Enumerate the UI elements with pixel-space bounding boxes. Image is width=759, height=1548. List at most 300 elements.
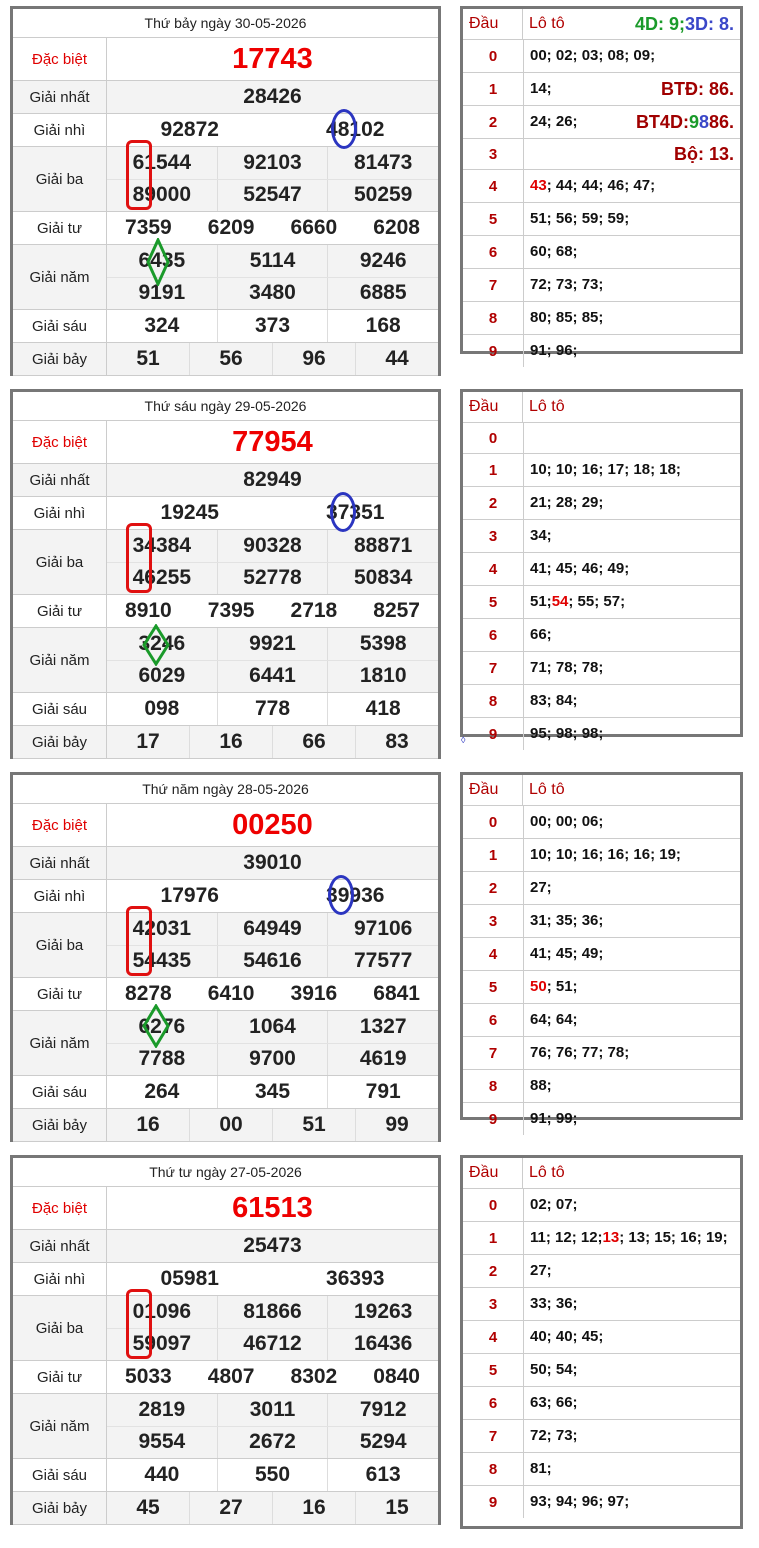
special-prize: 77954 (232, 425, 313, 458)
loto-row (463, 1070, 740, 1103)
loto-header-text: Lô tô (529, 1164, 565, 1181)
loto-numbers (524, 1255, 740, 1287)
second-prize: 37351 (326, 501, 385, 524)
loto-row (463, 553, 740, 586)
row-first (13, 847, 438, 880)
label-fourth: Giải tư (13, 978, 107, 1010)
draw-date-title: Thứ sáu ngày 29-05-2026 (13, 392, 438, 421)
loto-highlight-number: 54 (551, 593, 569, 610)
label-seventh: Giải bảy (13, 1492, 107, 1524)
loto-body (463, 1189, 740, 1518)
loto-numbers (524, 1321, 740, 1353)
loto-number-text: 00; 00; 06; (530, 813, 604, 830)
loto-row (463, 520, 740, 553)
loto-row (463, 1354, 740, 1387)
second-prize: 92872 (160, 118, 219, 141)
fourth-prize: 3916 (290, 982, 338, 1005)
fourth-prize: 6209 (207, 216, 255, 239)
highlight-rectangle (126, 140, 152, 210)
loto-row (463, 1288, 740, 1321)
seventh-prize: 96 (272, 343, 355, 375)
fifth-prize: 9191 (138, 281, 186, 305)
row-third (13, 147, 438, 212)
stat-text: 86. (708, 112, 734, 132)
stat-text: BT4D: (635, 112, 689, 132)
loto-body (463, 423, 740, 750)
seventh-prize: 17 (136, 730, 160, 753)
label-second: Giải nhì (13, 497, 107, 529)
third-prize: 46255 (132, 566, 192, 590)
loto-numbers (524, 652, 740, 684)
third-prize: 46712 (217, 1329, 328, 1361)
loto-highlight-number: 43 (530, 177, 547, 194)
fourth-prize: 8278 (125, 982, 172, 1005)
fourth-prize: 8302 (290, 1365, 338, 1388)
loto-numbers (524, 106, 740, 138)
loto-number-text: 51; (530, 593, 552, 610)
loto-row (463, 139, 740, 170)
seventh-prize: 99 (355, 1109, 438, 1141)
row-sixth (13, 310, 438, 343)
fifth-prize: 3246 (138, 631, 186, 655)
loto-numbers (524, 1037, 740, 1069)
third-prize: 54616 (217, 946, 328, 978)
label-special: Đặc biệt (13, 38, 107, 80)
loto-head-digit: 8 (463, 302, 524, 334)
row-fourth (13, 1361, 438, 1394)
loto-row (463, 236, 740, 269)
seventh-prize: 51 (136, 347, 160, 370)
loto-row (463, 1103, 740, 1135)
first-prize: 28426 (243, 85, 302, 108)
loto-head-digit: 7 (463, 1420, 524, 1452)
loto-number-text: 41; 45; 46; 49; (530, 560, 630, 577)
loto-numbers (524, 619, 740, 651)
third-prize: 50834 (327, 563, 438, 595)
loto-row (463, 73, 740, 106)
loto-numbers (524, 1004, 740, 1036)
loto-head-digit: 4 (463, 553, 524, 585)
loto-row (463, 302, 740, 335)
loto-numbers (524, 520, 740, 552)
highlight-circle (328, 875, 354, 915)
loto-numbers (524, 839, 740, 871)
label-fourth: Giải tư (13, 595, 107, 627)
loto-head-digit: 3 (463, 520, 524, 552)
loto-numbers (524, 236, 740, 268)
loto-numbers (524, 586, 740, 618)
loto-number-text: 31; 35; 36; (530, 912, 604, 929)
loto-head-digit: 1 (463, 454, 524, 486)
fifth-prize: 3011 (217, 1394, 328, 1426)
loto-head-digit: 2 (463, 1255, 524, 1287)
stat-4d: 4D: 9; (634, 14, 685, 34)
loto-row (463, 454, 740, 487)
row-seventh (13, 343, 438, 376)
row-sixth (13, 1076, 438, 1109)
highlight-rectangle (126, 1289, 152, 1359)
loto-row (463, 203, 740, 236)
third-prize: 81866 (217, 1296, 328, 1328)
loto-head-digit: 1 (463, 839, 524, 871)
fifth-prize: 6435 (138, 248, 186, 272)
highlight-rectangle (126, 906, 152, 976)
row-sixth (13, 693, 438, 726)
loto-number-text: 27; (530, 1262, 552, 1279)
loto-numbers (524, 40, 740, 72)
loto-head-digit: 8 (463, 1070, 524, 1102)
fifth-prize: 5398 (327, 628, 438, 660)
fourth-prize: 4807 (207, 1365, 255, 1388)
loto-head-digit: 5 (463, 203, 524, 235)
sixth-prize: 418 (327, 693, 438, 725)
second-prize: 39936 (326, 884, 385, 907)
loto-numbers (524, 1486, 740, 1518)
loto-number-text: 10; 10; 16; 16; 16; 19; (530, 846, 681, 863)
row-first (13, 81, 438, 114)
loto-number-text: 60; 68; (530, 243, 578, 260)
results-table (10, 389, 441, 759)
label-sixth: Giải sáu (13, 310, 107, 342)
fifth-prize: 1327 (327, 1011, 438, 1043)
loto-header-text: Lô tô (529, 398, 565, 415)
stat-text: Bộ: 13. (673, 144, 734, 164)
second-prize: 05981 (160, 1267, 219, 1290)
loto-header (463, 775, 740, 806)
fifth-prize: 5294 (327, 1427, 438, 1459)
loto-head-digit: 2 (463, 487, 524, 519)
loto-row (463, 839, 740, 872)
label-third: Giải ba (13, 1296, 107, 1360)
fourth-prize: 7359 (125, 216, 172, 239)
loto-row (463, 905, 740, 938)
loto-number-text: 41; 45; 49; (530, 945, 604, 962)
highlight-diamond (146, 238, 170, 286)
fourth-prize: 6841 (373, 982, 420, 1005)
loto-row (463, 718, 740, 750)
first-prize: 25473 (243, 1234, 302, 1257)
loto-head-digit: 0 (463, 423, 524, 453)
loto-number-text: 21; 28; 29; (530, 494, 604, 511)
loto-row (463, 1037, 740, 1070)
loto-number-text: ; 44; 44; 46; 47; (546, 177, 656, 194)
highlight-rectangle (126, 523, 152, 593)
loto-numbers (524, 685, 740, 717)
loto-number-text: 00; 02; 03; 08; 09; (530, 47, 656, 64)
loto-row (463, 685, 740, 718)
loto-number-text: 34; (530, 527, 552, 544)
loto-numbers (524, 335, 740, 367)
loto-numbers (524, 454, 740, 486)
results-table (10, 1155, 441, 1525)
loto-row (463, 170, 740, 203)
loto-numbers (524, 872, 740, 904)
label-first: Giải nhất (13, 847, 107, 879)
loto-numbers (524, 73, 740, 105)
fifth-prize: 6029 (138, 664, 186, 688)
loto-row (463, 971, 740, 1004)
row-sixth (13, 1459, 438, 1492)
row-first (13, 464, 438, 497)
label-fifth: Giải năm (13, 1011, 107, 1075)
dau-header: Đầu (463, 392, 523, 422)
highlight-circle (331, 109, 357, 149)
stat-4d-3d (635, 9, 734, 39)
results-table (10, 772, 441, 1142)
seventh-prize: 83 (355, 726, 438, 758)
loto-head-digit: 2 (463, 106, 524, 138)
fifth-prize: 1064 (217, 1011, 328, 1043)
highlight-circle (330, 492, 356, 532)
loto-numbers (524, 1288, 740, 1320)
loto-numbers (524, 1453, 740, 1485)
fifth-prize: 6276 (138, 1014, 186, 1038)
loto-head-digit: 0 (463, 806, 524, 838)
special-prize: 61513 (232, 1191, 313, 1224)
label-third: Giải ba (13, 147, 107, 211)
third-prize: 59097 (132, 1332, 192, 1356)
sixth-prize: 613 (327, 1459, 438, 1491)
label-second: Giải nhì (13, 880, 107, 912)
third-prize: 61544 (132, 150, 192, 174)
third-prize: 97106 (327, 913, 438, 945)
loto-head-digit: 2 (463, 872, 524, 904)
results-table (10, 6, 441, 376)
fourth-prize: 5033 (125, 1365, 172, 1388)
label-sixth: Giải sáu (13, 693, 107, 725)
stat-text: 8 (698, 112, 709, 132)
fifth-prize: 3480 (217, 278, 328, 310)
row-seventh (13, 726, 438, 759)
small-diamond-marker: ◊ (461, 735, 466, 745)
loto-head-digit: 1 (463, 73, 524, 105)
label-special: Đặc biệt (13, 421, 107, 463)
loto-number-text: 11; 12; 12; (530, 1229, 603, 1246)
fifth-prize: 9700 (217, 1044, 328, 1076)
loto-number-text: 40; 40; 45; (530, 1328, 604, 1345)
label-seventh: Giải bảy (13, 343, 107, 375)
loto-row (463, 335, 740, 367)
loto-number-text: 71; 78; 78; (530, 659, 604, 676)
third-prize: 81473 (327, 147, 438, 179)
label-fourth: Giải tư (13, 1361, 107, 1393)
row-fifth (13, 245, 438, 310)
seventh-prize: 27 (189, 1492, 272, 1524)
highlight-diamond (142, 1004, 170, 1048)
third-prize: 52778 (217, 563, 328, 595)
loto-head-digit: 8 (463, 685, 524, 717)
third-prize: 54435 (132, 949, 192, 973)
draw-date-title: Thứ tư ngày 27-05-2026 (13, 1158, 438, 1187)
loto-head-digit: 6 (463, 1387, 524, 1419)
row-fifth (13, 1394, 438, 1459)
stat-note (636, 106, 734, 138)
loto-number-text: 76; 76; 77; 78; (530, 1044, 630, 1061)
third-prize: 16436 (327, 1329, 438, 1361)
loto-number-text: 83; 84; (530, 692, 578, 709)
row-first (13, 1230, 438, 1263)
loto-head-digit: 0 (463, 1189, 524, 1221)
loto-row (463, 1321, 740, 1354)
sixth-prize: 168 (327, 310, 438, 342)
loto-number-text: ; 13; 15; 16; 19; (619, 1229, 728, 1246)
loto-number-text: 14; (530, 80, 552, 97)
fifth-prize: 2672 (217, 1427, 328, 1459)
loto-header-label (523, 1158, 740, 1188)
loto-head-digit: 3 (463, 905, 524, 937)
loto-row (463, 487, 740, 520)
loto-numbers (524, 1420, 740, 1452)
loto-head-digit: 4 (463, 938, 524, 970)
row-special (13, 1187, 438, 1230)
row-special (13, 38, 438, 81)
second-prize: 48102 (326, 118, 385, 141)
seventh-prize: 15 (355, 1492, 438, 1524)
third-prize: 50259 (327, 180, 438, 212)
label-seventh: Giải bảy (13, 726, 107, 758)
sixth-prize: 440 (144, 1463, 180, 1486)
loto-table (460, 389, 743, 743)
fourth-prize: 7395 (207, 599, 255, 622)
loto-header-label (523, 392, 740, 422)
third-prize: 52547 (217, 180, 328, 212)
fourth-prize: 6208 (373, 216, 420, 239)
row-third (13, 913, 438, 978)
loto-number-text: 88; (530, 1077, 552, 1094)
loto-head-digit: 7 (463, 1037, 524, 1069)
label-fourth: Giải tư (13, 212, 107, 244)
stat-3d: 3D: 8. (684, 14, 734, 34)
third-prize: 64949 (217, 913, 328, 945)
label-sixth: Giải sáu (13, 1076, 107, 1108)
third-prize: 90328 (217, 530, 328, 562)
second-prize: 17976 (160, 884, 219, 907)
sixth-prize: 778 (217, 693, 328, 725)
loto-row (463, 1255, 740, 1288)
seventh-prize: 56 (189, 343, 272, 375)
loto-head-digit: 1 (463, 1222, 524, 1254)
fifth-prize: 9554 (138, 1430, 186, 1454)
seventh-prize: 16 (136, 1113, 160, 1136)
loto-head-digit: 4 (463, 170, 524, 202)
loto-header (463, 9, 740, 40)
loto-numbers (524, 553, 740, 585)
loto-row (463, 586, 740, 619)
sixth-prize: 345 (217, 1076, 328, 1108)
loto-numbers (524, 905, 740, 937)
special-prize: 17743 (232, 42, 313, 75)
sixth-prize: 550 (217, 1459, 328, 1491)
loto-numbers (524, 203, 740, 235)
loto-head-digit: 7 (463, 269, 524, 301)
fifth-prize: 1810 (327, 661, 438, 693)
seventh-prize: 45 (136, 1496, 160, 1519)
third-prize: 89000 (132, 183, 192, 207)
third-prize: 77577 (327, 946, 438, 978)
fifth-prize: 9246 (327, 245, 438, 277)
fifth-prize: 7788 (138, 1047, 186, 1071)
label-fifth: Giải năm (13, 245, 107, 309)
loto-head-digit: 3 (463, 1288, 524, 1320)
sixth-prize: 324 (144, 314, 180, 337)
stat-note (661, 73, 734, 105)
row-third (13, 530, 438, 595)
loto-number-text: 33; 36; (530, 1295, 578, 1312)
loto-head-digit: 5 (463, 971, 524, 1003)
first-prize: 82949 (243, 468, 302, 491)
fourth-prize: 8257 (373, 599, 420, 622)
loto-number-text: 72; 73; 73; (530, 276, 604, 293)
loto-numbers (524, 1222, 740, 1254)
loto-row (463, 423, 740, 454)
loto-header (463, 1158, 740, 1189)
dau-header: Đầu (463, 775, 523, 805)
loto-header-label (523, 9, 740, 39)
sixth-prize: 791 (327, 1076, 438, 1108)
stat-text: BTĐ: 86. (660, 79, 734, 99)
label-seventh: Giải bảy (13, 1109, 107, 1141)
draw-date-title: Thứ năm ngày 28-05-2026 (13, 775, 438, 804)
row-second (13, 880, 438, 913)
loto-numbers (524, 806, 740, 838)
stat-note (674, 139, 734, 169)
loto-head-digit: 9 (463, 1486, 524, 1518)
loto-head-digit: 9 (463, 1103, 524, 1135)
loto-row (463, 619, 740, 652)
loto-number-text: 72; 73; (530, 1427, 578, 1444)
fifth-prize: 2819 (138, 1397, 186, 1421)
loto-header-label (523, 775, 740, 805)
loto-number-text: 24; 26; (530, 113, 578, 130)
loto-table (460, 772, 743, 1128)
loto-number-text: 66; (530, 626, 552, 643)
loto-body (463, 806, 740, 1135)
loto-head-digit: 9 (463, 335, 524, 367)
third-prize: 19263 (327, 1296, 438, 1328)
fourth-prize: 6660 (290, 216, 338, 239)
loto-numbers (524, 170, 740, 202)
row-fourth (13, 595, 438, 628)
first-prize: 39010 (243, 851, 302, 874)
draw-date-title: Thứ bảy ngày 30-05-2026 (13, 9, 438, 38)
loto-head-digit: 7 (463, 652, 524, 684)
loto-number-text: 63; 66; (530, 1394, 578, 1411)
loto-numbers (524, 971, 740, 1003)
loto-body (463, 40, 740, 367)
loto-head-digit: 5 (463, 1354, 524, 1386)
loto-row (463, 40, 740, 73)
loto-table (460, 6, 743, 360)
seventh-prize: 16 (189, 726, 272, 758)
loto-number-text: 93; 94; 96; 97; (530, 1493, 630, 1510)
loto-head-digit: 0 (463, 40, 524, 72)
loto-number-text: 51; 56; 59; 59; (530, 210, 630, 227)
third-prize: 42031 (132, 916, 192, 940)
seventh-prize: 44 (355, 343, 438, 375)
label-second: Giải nhì (13, 114, 107, 146)
fifth-prize: 7912 (327, 1394, 438, 1426)
row-fourth (13, 212, 438, 245)
loto-row (463, 1004, 740, 1037)
second-prize: 19245 (160, 501, 219, 524)
label-first: Giải nhất (13, 464, 107, 496)
fourth-prize: 0840 (373, 1365, 420, 1388)
loto-row (463, 106, 740, 139)
label-special: Đặc biệt (13, 804, 107, 846)
loto-row (463, 269, 740, 302)
dau-header: Đầu (463, 9, 523, 39)
loto-number-text: ; 51; (546, 978, 578, 995)
